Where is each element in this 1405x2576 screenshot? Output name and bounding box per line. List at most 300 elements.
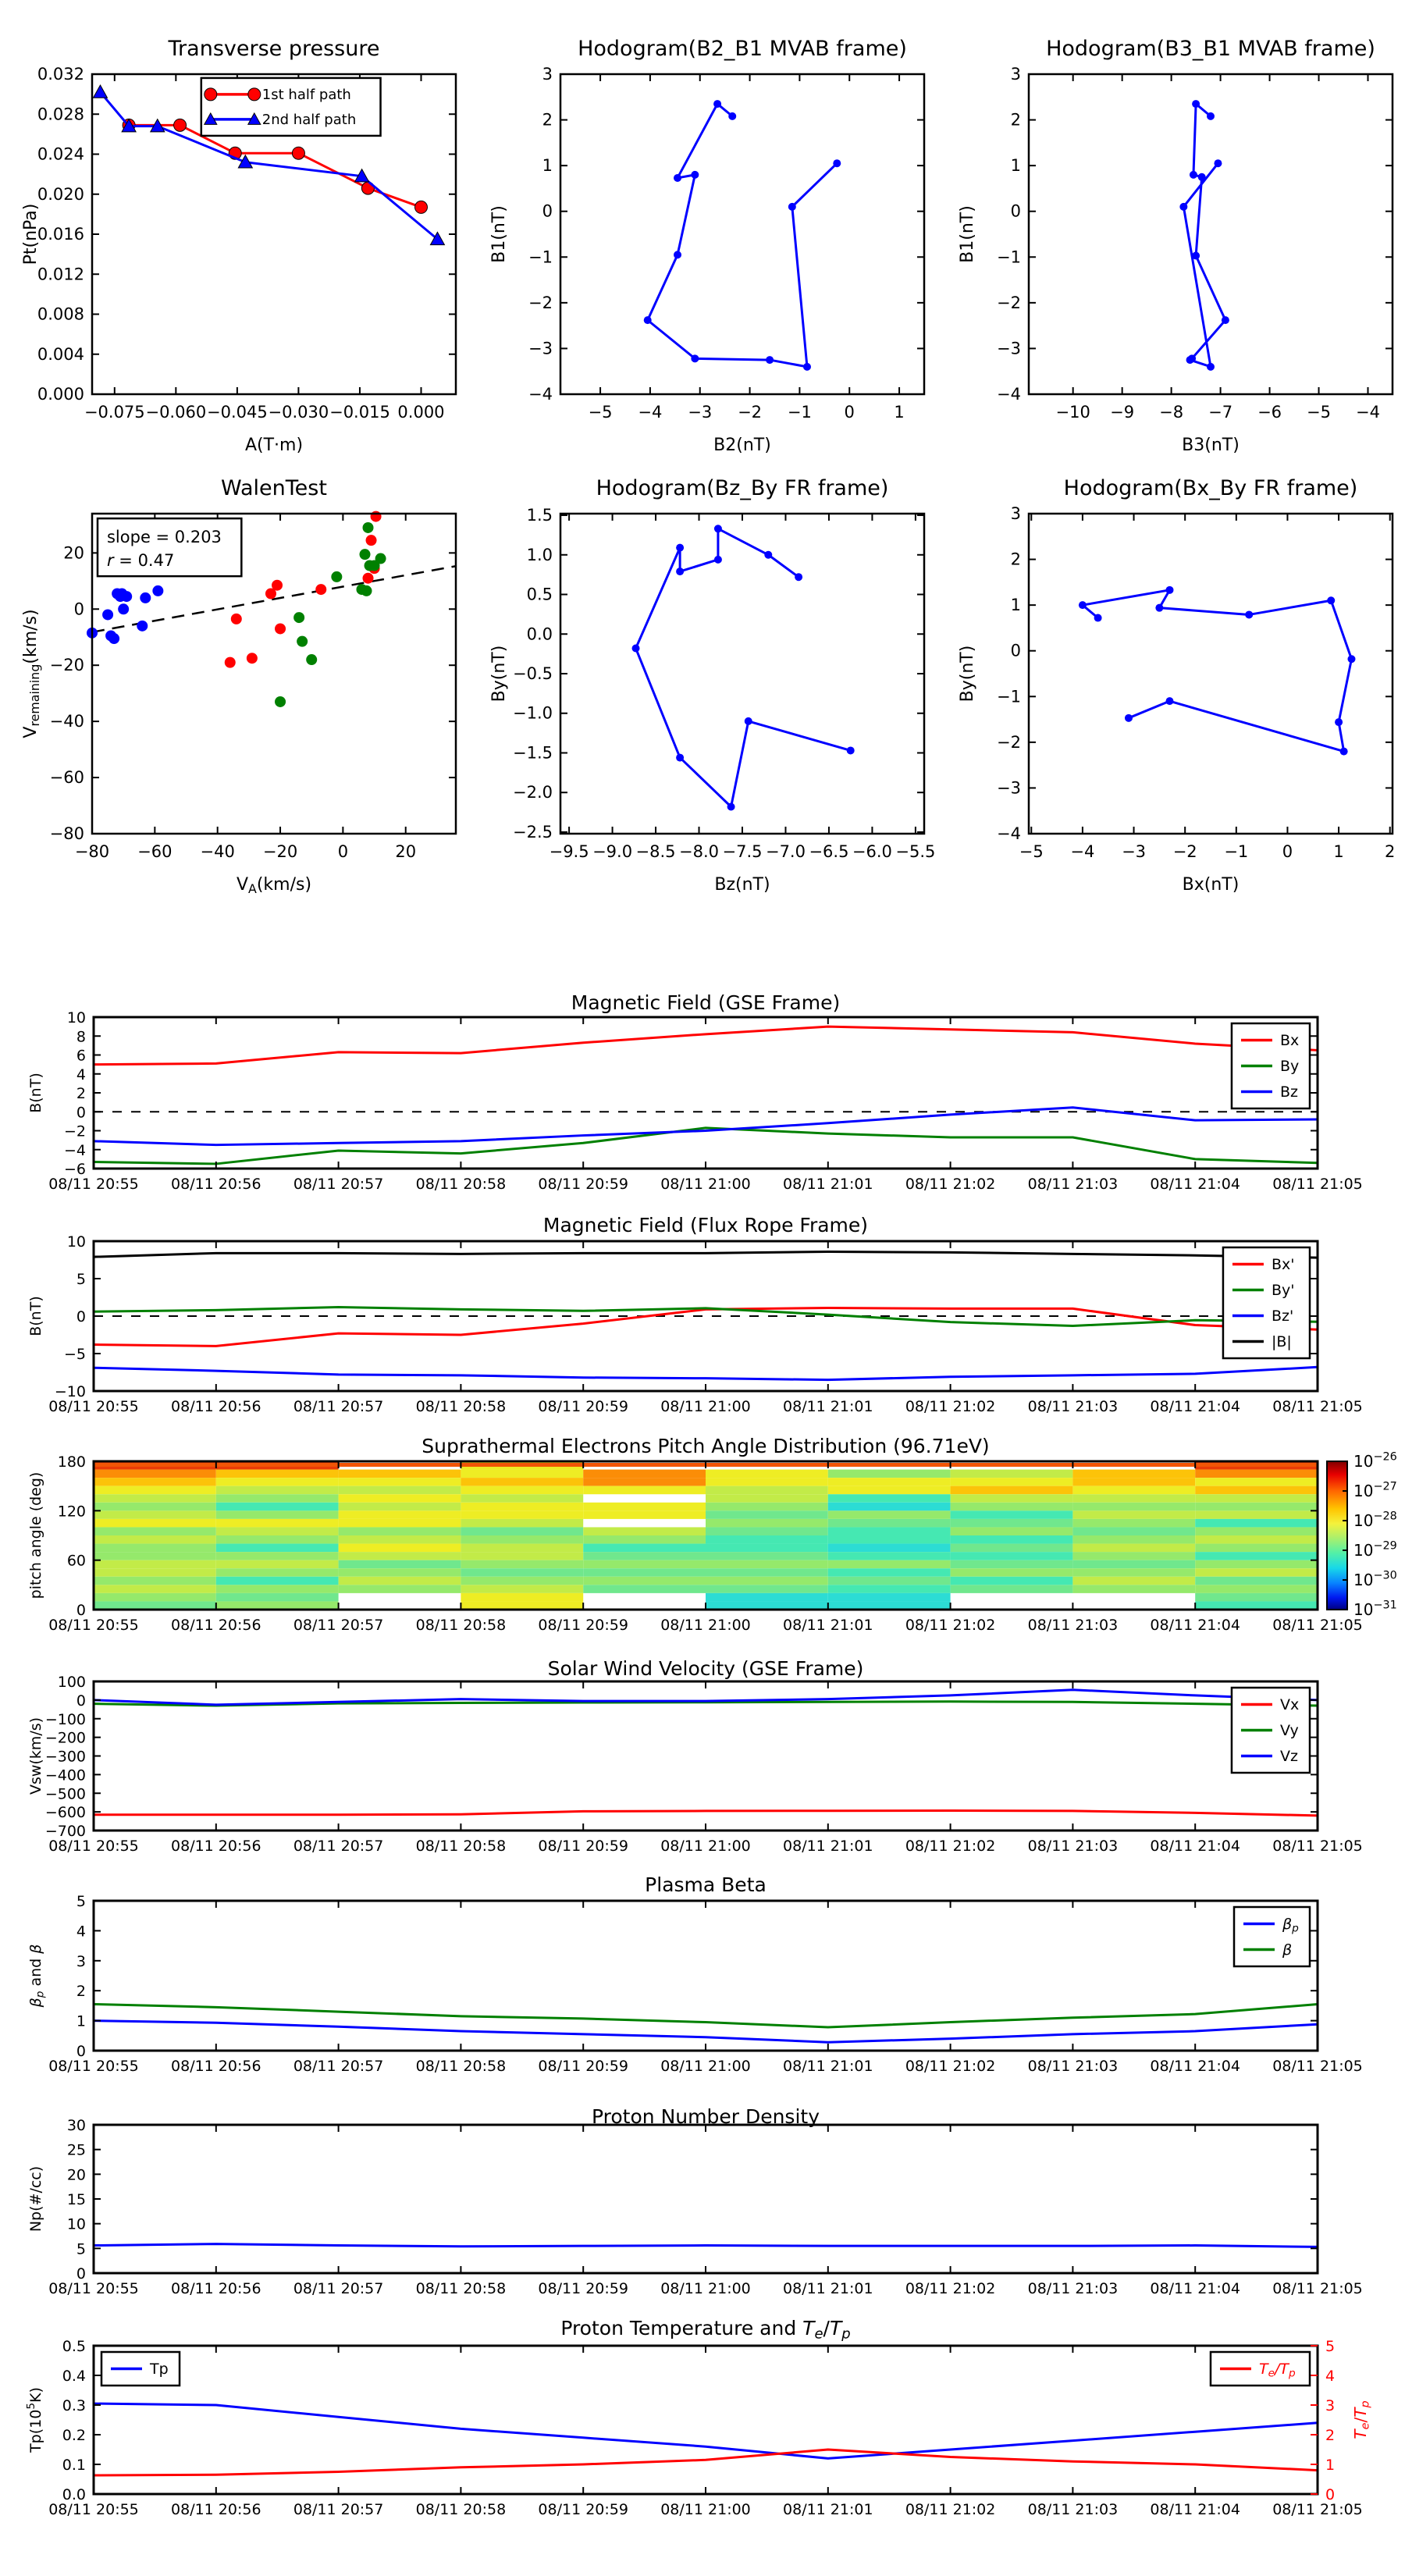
heatmap-cell	[828, 1519, 951, 1528]
x-tick-label: −60	[137, 842, 173, 861]
marker-dot	[1165, 586, 1173, 594]
heatmap-cell	[828, 1494, 951, 1503]
heatmap-cell	[94, 1519, 216, 1528]
y-tick-label: 0.012	[37, 265, 84, 284]
heatmap-cell	[216, 1503, 339, 1511]
axes-frame	[1029, 74, 1393, 394]
y-tick-label: 0.032	[37, 65, 84, 84]
marker-dot	[727, 802, 735, 810]
marker-triangle	[93, 85, 107, 98]
y-tick-label: 1	[1010, 156, 1021, 176]
y-tick-label: 0.000	[37, 385, 84, 404]
heatmap-cell	[461, 1552, 583, 1560]
axes-frame	[94, 2346, 1318, 2494]
marker-scatter	[297, 636, 308, 647]
heatmap-cell	[461, 1560, 583, 1569]
y-tick-label: 3	[1010, 504, 1021, 523]
x-tick-label: −2	[1172, 842, 1197, 861]
legend-label: βp	[1282, 1916, 1299, 1935]
x-axis-label: A(T·m)	[244, 436, 304, 455]
marker-scatter	[121, 591, 132, 602]
heatmap-cell	[216, 1527, 339, 1535]
x-tick-label: 08/11 21:05	[1272, 1398, 1363, 1415]
heatmap-cell	[706, 1486, 828, 1495]
y-tick-label: 0.004	[37, 344, 84, 364]
heatmap-cell	[339, 1585, 461, 1593]
x-tick-label: 08/11 20:55	[48, 1398, 139, 1415]
title-hodogram-b3-b1: Hodogram(B3_B1 MVAB frame)	[1046, 37, 1375, 61]
series-Bz vs By	[632, 525, 855, 810]
heatmap-cell	[1072, 1560, 1195, 1569]
y-tick-label: 5	[76, 1271, 86, 1288]
marker-dot	[1190, 171, 1197, 179]
x-tick-label: 08/11 20:57	[293, 1398, 384, 1415]
heatmap-cell	[94, 1527, 216, 1535]
series-Te/Tp	[94, 2450, 1318, 2475]
y-tick-label: −2.0	[513, 783, 553, 802]
marker-scatter	[247, 653, 258, 664]
marker-circle	[414, 201, 427, 213]
heatmap-cell	[1195, 1552, 1318, 1560]
x-tick-label: 08/11 20:55	[48, 1838, 139, 1855]
heatmap-cell	[94, 1503, 216, 1511]
heatmap-cell	[216, 1593, 339, 1602]
heatmap-cell	[339, 1519, 461, 1528]
x-tick-label: −3	[1122, 842, 1147, 861]
x-tick-label: 0	[844, 403, 855, 422]
marker-dot	[766, 356, 774, 364]
y-tick-label: −6	[63, 1161, 86, 1178]
x-tick-label: 08/11 20:56	[171, 2501, 261, 2518]
x-tick-label: 08/11 21:00	[660, 2058, 751, 2075]
legend-label: Vz	[1279, 1748, 1298, 1766]
marker-dot	[728, 112, 736, 120]
y-tick-label: 1	[76, 2012, 86, 2030]
legend-label: Vy	[1279, 1722, 1299, 1740]
marker-scatter	[231, 614, 242, 624]
series-line	[94, 1251, 1318, 1258]
marker-dot	[714, 525, 722, 532]
x-tick-label: 08/11 20:57	[293, 2058, 384, 2075]
title-hodogram-bx-by: Hodogram(Bx_By FR frame)	[1063, 476, 1358, 500]
x-tick-label: −3	[688, 403, 713, 422]
heatmap-cell	[461, 1510, 583, 1519]
right-y-tick-label: 1	[1325, 2457, 1336, 2474]
x-tick-label: −5.5	[895, 842, 936, 861]
y-tick-label: 1.5	[526, 506, 553, 525]
x-tick-label: 08/11 21:04	[1150, 1617, 1240, 1634]
right-y-tick-label: 4	[1325, 2368, 1336, 2385]
y-tick-label: 1	[1010, 596, 1021, 615]
series-line	[94, 1308, 1318, 1346]
x-tick-label: 08/11 20:59	[538, 2501, 628, 2518]
y-tick-label: 15	[66, 2191, 86, 2208]
x-tick-label: 08/11 20:58	[415, 2058, 507, 2075]
title-transverse-pressure: Transverse pressure	[168, 37, 380, 61]
series-line	[1183, 104, 1225, 367]
heatmap-cell	[1195, 1593, 1318, 1602]
x-tick-label: 08/11 20:58	[415, 1617, 507, 1634]
marker-dot	[1347, 655, 1355, 663]
x-tick-label: 1	[894, 403, 905, 422]
x-tick-label: 08/11 21:00	[660, 1838, 751, 1855]
x-tick-label: 08/11 21:03	[1027, 1176, 1119, 1193]
x-tick-label: −4	[638, 403, 663, 422]
legend-label: Tp	[150, 2361, 169, 2379]
right-y-tick-label: 3	[1325, 2397, 1336, 2414]
x-tick-label: 08/11 21:04	[1150, 2501, 1240, 2518]
marker-scatter	[272, 580, 283, 591]
series-line	[1083, 590, 1352, 752]
x-tick-label: −80	[74, 842, 110, 861]
x-tick-label: 08/11 20:56	[171, 2058, 261, 2075]
series-Np	[94, 2244, 1318, 2247]
heatmap-cell	[951, 1544, 1073, 1553]
heatmap-cell	[94, 1560, 216, 1569]
marker-dot	[788, 203, 796, 211]
heatmap-cell	[94, 1601, 216, 1610]
y-tick-label: −1	[997, 687, 1021, 706]
x-axis-label: B2(nT)	[713, 436, 771, 455]
y-tick-label: 5	[76, 2240, 86, 2258]
colorbar-tick-label: $10^{-31}$	[1353, 1599, 1397, 1619]
axes-frame	[94, 2125, 1318, 2273]
x-tick-label: 08/11 20:55	[48, 2058, 139, 2075]
x-tick-label: −0.045	[207, 403, 268, 422]
heatmap-cell	[216, 1494, 339, 1503]
series-line	[94, 2403, 1318, 2458]
heatmap-cell	[216, 1510, 339, 1519]
marker-scatter	[275, 696, 286, 707]
x-tick-label: 08/11 20:59	[538, 1617, 628, 1634]
heatmap-cell	[1072, 1510, 1195, 1519]
marker-dot	[644, 316, 652, 324]
marker-dot	[764, 551, 772, 559]
heatmap-cell	[828, 1544, 951, 1553]
y-tick-label: 0.016	[37, 225, 84, 244]
x-tick-label: −8.0	[679, 842, 720, 861]
heatmap-cell	[951, 1478, 1073, 1486]
panel-pitch-angle	[27, 1451, 1397, 1634]
heatmap-cell	[706, 1544, 828, 1553]
y-tick-label: −2	[997, 293, 1021, 312]
y-tick-label: −40	[49, 712, 84, 731]
x-tick-label: 08/11 21:02	[905, 2058, 996, 2075]
marker-dot	[1214, 159, 1222, 167]
series-B3 vs B1	[1179, 100, 1229, 371]
marker-scatter	[366, 535, 377, 546]
y-tick-label: −100	[44, 1710, 86, 1728]
heatmap-cell	[339, 1486, 461, 1495]
y-tick-label: 0	[1010, 641, 1021, 660]
heatmap-cell	[706, 1510, 828, 1519]
marker-dot	[833, 159, 841, 167]
y-tick-label: 10	[66, 2215, 86, 2233]
marker-dot	[691, 354, 699, 362]
y-tick-label: 0.5	[62, 2338, 86, 2355]
x-tick-label: 08/11 20:56	[171, 2280, 261, 2297]
y-tick-label: −10	[54, 1383, 86, 1400]
heatmap-cell	[339, 1503, 461, 1511]
heatmap-cell	[706, 1593, 828, 1602]
x-tick-label: 08/11 21:03	[1027, 2501, 1119, 2518]
title-hodogram-bz-by: Hodogram(Bz_By FR frame)	[596, 476, 889, 500]
y-tick-label: 2	[76, 1085, 86, 1102]
heatmap-cell	[461, 1535, 583, 1544]
y-tick-label: −3	[528, 339, 553, 358]
heatmap-cell	[461, 1527, 583, 1535]
marker-dot	[674, 174, 681, 182]
x-tick-label: 08/11 21:03	[1027, 2280, 1119, 2297]
heatmap-cell	[216, 1577, 339, 1585]
y-axis-label: Vsw(km/s)	[27, 1717, 44, 1795]
y-tick-label: −0.5	[513, 664, 553, 683]
y-axis-label: Np(#/cc)	[27, 2165, 44, 2233]
title-walen-test: WalenTest	[221, 476, 327, 500]
y-axis-label: By(nT)	[958, 645, 977, 703]
y-tick-label: 3	[76, 1952, 86, 1970]
heatmap-cell	[1072, 1552, 1195, 1560]
heatmap-cell	[216, 1470, 339, 1478]
panel-mag-gse	[27, 1009, 1363, 1193]
title-mag-gse: Magnetic Field (GSE Frame)	[571, 991, 841, 1014]
heatmap-cell	[94, 1486, 216, 1495]
marker-circle	[174, 119, 187, 131]
marker-scatter	[140, 592, 151, 603]
axes-frame	[94, 1901, 1318, 2051]
heatmap-cell	[951, 1527, 1073, 1535]
heatmap-cell	[951, 1560, 1073, 1569]
x-tick-label: −40	[200, 842, 235, 861]
heatmap-cell	[94, 1544, 216, 1553]
y-tick-label: −500	[44, 1785, 86, 1803]
x-tick-label: 20	[395, 842, 417, 861]
x-tick-label: 08/11 21:02	[905, 1617, 996, 1634]
x-tick-label: 08/11 21:04	[1150, 1398, 1240, 1415]
heatmap-cell	[216, 1552, 339, 1560]
x-tick-label: 08/11 20:57	[293, 2501, 384, 2518]
y-tick-label: −600	[44, 1804, 86, 1822]
x-axis-label: Bx(nT)	[1182, 875, 1240, 895]
y-tick-label: 25	[66, 2141, 86, 2159]
series-1st interval	[87, 585, 163, 644]
y-tick-label: −60	[49, 768, 84, 788]
y-tick-label: 0.008	[37, 304, 84, 324]
legend	[1223, 1247, 1310, 1358]
y-tick-label: −1	[528, 247, 553, 267]
marker-dot	[1192, 252, 1200, 260]
x-tick-label: 08/11 21:01	[783, 2501, 873, 2518]
heatmap-cell	[951, 1470, 1073, 1478]
marker-scatter	[306, 654, 317, 665]
marker-circle	[248, 88, 261, 101]
y-tick-label: 1	[542, 156, 553, 176]
colorbar-tick-label: $10^{-26}$	[1353, 1450, 1397, 1471]
x-tick-label: −7.5	[722, 842, 763, 861]
y-tick-label: −2.5	[513, 822, 553, 841]
y-axis-label: Vremaining(km/s)	[21, 609, 42, 738]
legend	[101, 2352, 180, 2386]
heatmap-cell	[1072, 1486, 1195, 1495]
y-tick-label: 0.028	[37, 105, 84, 124]
y-tick-label: 0	[1010, 201, 1021, 221]
heatmap-cell	[1195, 1478, 1318, 1486]
x-tick-label: 0.000	[397, 403, 445, 422]
marker-dot	[1179, 203, 1187, 211]
heatmap-cell	[583, 1552, 706, 1560]
heatmap-cell	[216, 1568, 339, 1577]
y-tick-label: 8	[76, 1028, 86, 1046]
panel-proton-temp	[25, 2317, 1372, 2518]
x-tick-label: 08/11 21:02	[905, 1398, 996, 1415]
heatmap-cell	[1195, 1568, 1318, 1577]
y-tick-label: 120	[57, 1503, 86, 1521]
heatmap-cell	[461, 1568, 583, 1577]
y-tick-label: 0.024	[37, 144, 84, 164]
x-tick-label: 08/11 20:56	[171, 1176, 261, 1193]
y-tick-label: 2	[542, 110, 553, 130]
heatmap-cell	[339, 1577, 461, 1585]
heatmap-cell	[461, 1544, 583, 1553]
heatmap-cell	[706, 1552, 828, 1560]
x-tick-label: −8.5	[635, 842, 676, 861]
series-line	[94, 2450, 1318, 2475]
marker-dot	[691, 171, 699, 179]
legend	[1232, 1688, 1310, 1773]
heatmap-cell	[339, 1510, 461, 1519]
marker-dot	[1340, 748, 1348, 756]
title-plasma-beta: Plasma Beta	[645, 1873, 767, 1896]
heatmap-cell	[706, 1535, 828, 1544]
right-y-tick-label: 5	[1325, 2338, 1336, 2355]
heatmap-cell	[339, 1552, 461, 1560]
heatmap-cell	[706, 1470, 828, 1478]
heatmap-cell	[828, 1577, 951, 1585]
x-tick-label: −5	[1019, 842, 1044, 861]
heatmap-cell	[94, 1494, 216, 1503]
heatmap-cell	[461, 1470, 583, 1478]
y-tick-label: −1.5	[513, 743, 553, 763]
y-tick-label: 60	[66, 1552, 86, 1570]
x-tick-label: 08/11 20:56	[171, 1838, 261, 1855]
marker-dot	[674, 251, 681, 258]
x-tick-label: 08/11 20:59	[538, 1398, 628, 1415]
series-Tp	[94, 2403, 1318, 2458]
heatmap-cell	[951, 1535, 1073, 1544]
marker-dot	[1245, 610, 1253, 618]
heatmap-cell	[1195, 1601, 1318, 1610]
marker-dot	[632, 645, 640, 653]
marker-dot	[1188, 354, 1196, 362]
x-tick-label: 08/11 20:56	[171, 1617, 261, 1634]
heatmap-cell	[1072, 1470, 1195, 1478]
y-tick-label: 0.0	[62, 2486, 86, 2503]
marker-dot	[676, 568, 684, 575]
legend-label: Bx'	[1271, 1256, 1295, 1274]
heatmap-cell	[1072, 1577, 1195, 1585]
y-tick-label: 0	[76, 2043, 86, 2060]
heatmap-cell	[951, 1568, 1073, 1577]
heatmap-cell	[1195, 1470, 1318, 1478]
x-tick-label: −6	[1257, 403, 1282, 422]
heatmap-cell	[94, 1568, 216, 1577]
y-tick-label: −300	[44, 1748, 86, 1766]
heatmap-cell	[339, 1478, 461, 1486]
y-tick-label: 10	[66, 1233, 86, 1251]
y-tick-label: 1.0	[526, 545, 553, 564]
y-tick-label: 0.0	[526, 624, 553, 644]
x-tick-label: 08/11 21:01	[783, 1838, 873, 1855]
panel-hodogram-b2-b1	[489, 65, 924, 455]
heatmap-cell	[1072, 1568, 1195, 1577]
y-tick-label: 2	[1010, 110, 1021, 130]
x-tick-label: 08/11 21:01	[783, 1398, 873, 1415]
x-tick-label: 08/11 20:58	[415, 1398, 507, 1415]
colorbar-tick-label: $10^{-29}$	[1353, 1539, 1397, 1560]
x-tick-label: 08/11 20:58	[415, 2501, 507, 2518]
axes-frame	[1029, 514, 1393, 834]
heatmap-cell	[94, 1470, 216, 1478]
heatmap-cell	[583, 1527, 706, 1535]
x-tick-label: −0.015	[329, 403, 390, 422]
y-tick-label: 2	[76, 1983, 86, 2001]
axes-frame	[560, 514, 924, 834]
x-tick-label: −9.5	[549, 842, 589, 861]
heatmap-cell	[339, 1494, 461, 1503]
y-tick-label: −4	[63, 1141, 86, 1159]
x-tick-label: 08/11 20:55	[48, 2501, 139, 2518]
x-tick-label: 08/11 21:01	[783, 1617, 873, 1634]
x-tick-label: 08/11 21:04	[1150, 2058, 1240, 2075]
x-tick-label: 08/11 20:55	[48, 2280, 139, 2297]
panel-title: Proton Temperature and Te/Tp	[560, 2317, 851, 2343]
series-Bx	[94, 1026, 1318, 1065]
marker-scatter	[361, 585, 372, 596]
colorbar-tick-label: $10^{-28}$	[1353, 1510, 1397, 1530]
x-axis-label: B3(nT)	[1182, 436, 1240, 455]
heatmap-cell	[706, 1519, 828, 1528]
heatmap-cell	[1195, 1544, 1318, 1553]
x-tick-label: 08/11 21:05	[1272, 1838, 1363, 1855]
x-tick-label: 08/11 21:02	[905, 2280, 996, 2297]
x-axis-label: VA(km/s)	[236, 875, 312, 896]
x-tick-label: 08/11 21:04	[1150, 2280, 1240, 2297]
marker-scatter	[275, 623, 286, 634]
x-tick-label: −10	[1055, 403, 1090, 422]
panel-plasma-beta	[27, 1893, 1363, 2075]
heatmap-cell	[216, 1544, 339, 1553]
marker-dot	[713, 100, 721, 108]
marker-scatter	[371, 511, 382, 522]
x-tick-label: 08/11 20:58	[415, 1838, 507, 1855]
y-tick-label: −2	[528, 293, 553, 312]
y-tick-label: −3	[997, 339, 1021, 358]
y-tick-label: 0.3	[62, 2397, 86, 2414]
panel-vsw-gse	[27, 1674, 1363, 1855]
heatmap-cell	[828, 1478, 951, 1486]
series-line	[94, 2244, 1318, 2247]
y-tick-label: 10	[66, 1009, 86, 1026]
heatmap-cell	[339, 1544, 461, 1553]
series-line	[94, 1810, 1318, 1815]
x-tick-label: −5	[1307, 403, 1332, 422]
y-tick-label: 4	[76, 1923, 86, 1941]
heatmap-cell	[706, 1601, 828, 1610]
x-tick-label: −9	[1110, 403, 1135, 422]
heatmap-cell	[339, 1568, 461, 1577]
heatmap-cell	[583, 1470, 706, 1478]
heatmap-cell	[706, 1585, 828, 1593]
